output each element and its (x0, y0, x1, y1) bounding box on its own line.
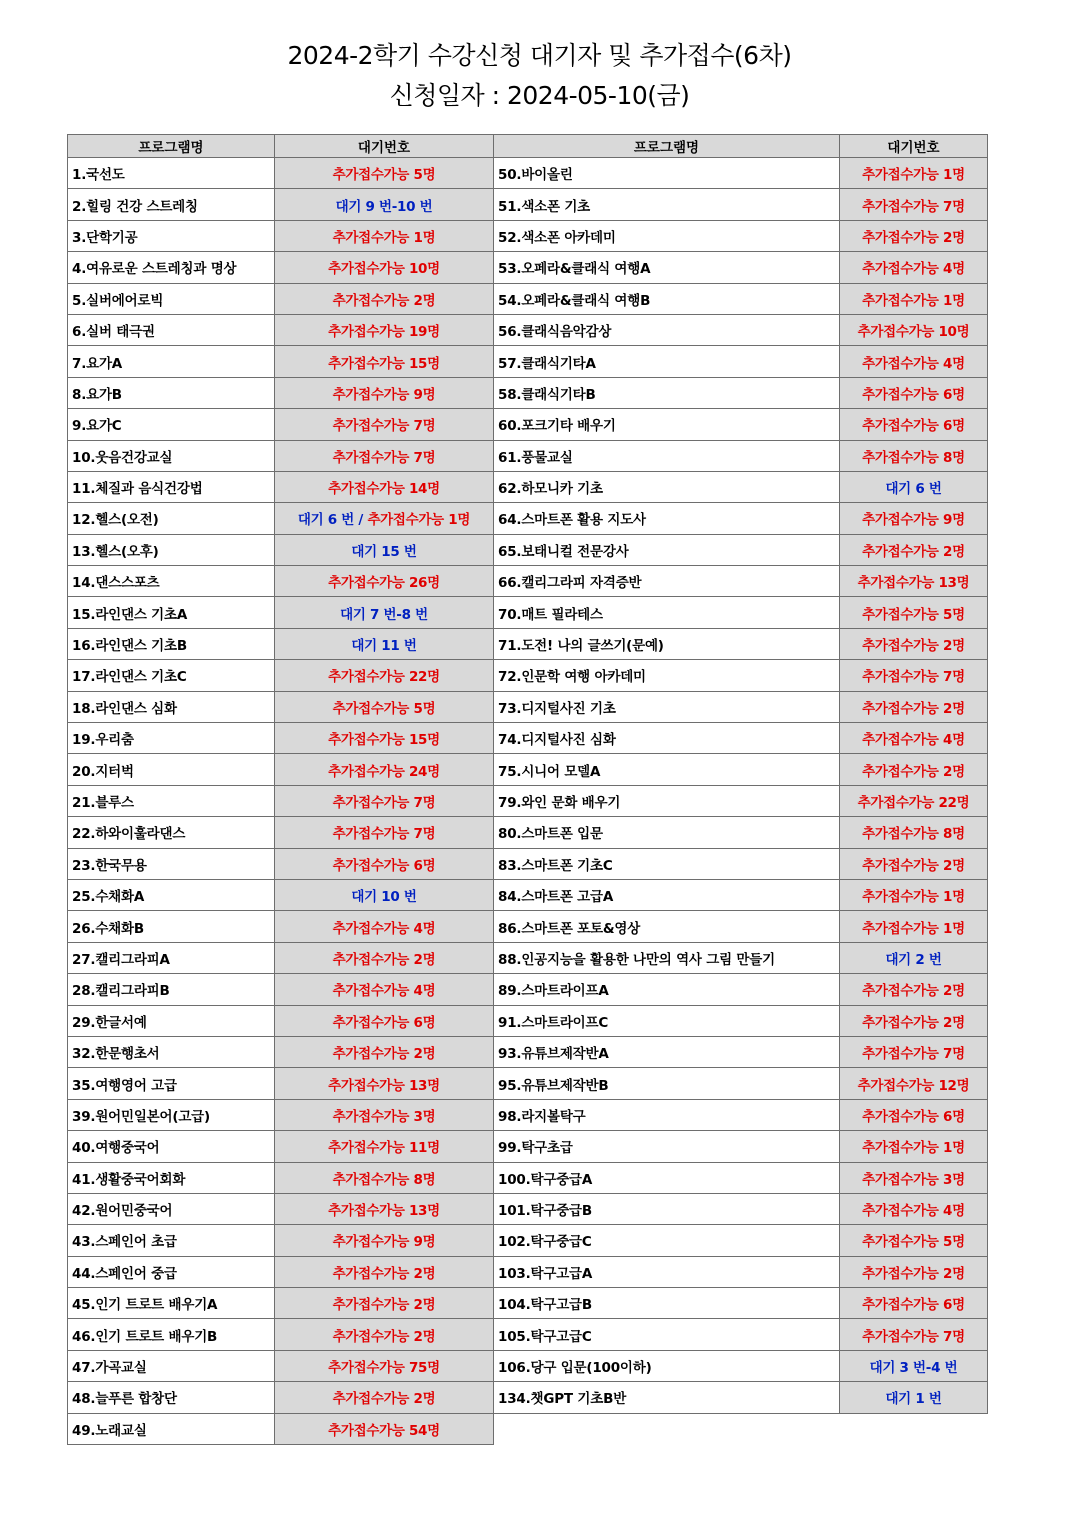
additional-capacity-text: 추가접수가능 2명 (862, 543, 965, 560)
program-name: 58.클래식기타B (494, 377, 840, 408)
additional-capacity-text: 추가접수가능 9명 (332, 386, 436, 403)
wait-status (275, 566, 494, 597)
wait-status (840, 785, 988, 816)
program-name: 29.한글서예 (68, 1005, 275, 1036)
table-row (68, 346, 988, 377)
table-row (68, 1099, 988, 1130)
additional-capacity-text: 추가접수가능 6명 (862, 1108, 965, 1125)
additional-capacity-text: 추가접수가능 2명 (862, 857, 965, 874)
wait-status (840, 158, 988, 189)
wait-status (275, 158, 494, 189)
table-row (68, 1068, 988, 1099)
additional-capacity-text: 추가접수가능 2명 (862, 1014, 965, 1031)
program-name: 32.한문행초서 (68, 1036, 275, 1067)
wait-number-text: 대기 1 번 (885, 1391, 942, 1408)
program-name: 45.인기 트로트 배우기A (68, 1288, 275, 1319)
table-row (68, 691, 988, 722)
program-name: 42.원어민중국어 (68, 1193, 275, 1224)
additional-capacity-text: 추가접수가능 19명 (328, 324, 440, 341)
empty-cell (840, 1413, 988, 1444)
additional-capacity-text: 추가접수가능 7명 (332, 418, 436, 435)
waitlist-table (67, 134, 988, 1445)
additional-capacity-text: 추가접수가능 2명 (332, 1046, 436, 1063)
wait-status (275, 1225, 494, 1256)
wait-number-text: 대기 2 번 (885, 951, 942, 968)
wait-status (840, 848, 988, 879)
program-name: 9.요가C (68, 409, 275, 440)
program-name: 104.탁구고급B (494, 1288, 840, 1319)
program-name: 40.여행중국어 (68, 1131, 275, 1162)
table-row (68, 879, 988, 910)
additional-capacity-text: 추가접수가능 4명 (862, 261, 965, 278)
additional-capacity-text: 추가접수가능 1명 (862, 167, 965, 184)
program-name: 70.매트 필라테스 (494, 597, 840, 628)
wait-status (840, 471, 988, 502)
table-row (68, 1193, 988, 1224)
additional-capacity-text: 추가접수가능 22명 (328, 669, 440, 686)
program-name: 10.웃음건강교실 (68, 440, 275, 471)
table-row (68, 974, 988, 1005)
program-name: 95.유튜브제작반B (494, 1068, 840, 1099)
additional-capacity-text: 추가접수가능 1명 (862, 889, 965, 906)
additional-capacity-text: 추가접수가능 11명 (328, 1140, 440, 1157)
additional-capacity-text: 추가접수가능 3명 (862, 1171, 965, 1188)
header-program-name-left: 프로그램명 (68, 135, 275, 158)
wait-status (840, 1256, 988, 1287)
empty-cell (494, 1413, 840, 1444)
additional-capacity-text: 추가접수가능 24명 (328, 763, 440, 780)
wait-status (840, 691, 988, 722)
program-name: 27.캘리그라피A (68, 942, 275, 973)
program-name: 51.색소폰 기초 (494, 189, 840, 220)
additional-capacity-text: 추가접수가능 1명 (332, 229, 436, 246)
program-name: 48.늘푸른 합창단 (68, 1382, 275, 1413)
table-row (68, 848, 988, 879)
table-row (68, 158, 988, 189)
program-name: 20.지터벅 (68, 754, 275, 785)
program-name: 91.스마트라이프C (494, 1005, 840, 1036)
program-name: 75.시니어 모델A (494, 754, 840, 785)
additional-capacity-text: 추가접수가능 22명 (857, 795, 970, 811)
wait-status (840, 628, 988, 659)
program-name: 6.실버 태극권 (68, 314, 275, 345)
table-row (68, 1162, 988, 1193)
additional-capacity-text: 추가접수가능 2명 (862, 763, 965, 780)
wait-status (840, 252, 988, 283)
additional-capacity-text: 추가접수가능 6명 (332, 857, 436, 874)
wait-number-text: 대기 11 번 (351, 638, 417, 655)
additional-capacity-text: 추가접수가능 10명 (857, 324, 970, 341)
wait-status (840, 879, 988, 910)
additional-capacity-text: 추가접수가능 6명 (862, 418, 965, 435)
wait-status (275, 503, 494, 534)
wait-status (275, 220, 494, 251)
table-row (68, 189, 988, 220)
table-row (68, 314, 988, 345)
program-name: 1.국선도 (68, 158, 275, 189)
wait-status (275, 1413, 494, 1444)
program-name: 100.탁구중급A (494, 1162, 840, 1193)
wait-status (840, 440, 988, 471)
table-row (68, 660, 988, 691)
program-name: 17.라인댄스 기초C (68, 660, 275, 691)
additional-capacity-text: 추가접수가능 6명 (862, 1297, 965, 1314)
program-name: 79.와인 문화 배우기 (494, 785, 840, 816)
program-name: 35.여행영어 고급 (68, 1068, 275, 1099)
wait-status (840, 534, 988, 565)
program-name: 93.유튜브제작반A (494, 1036, 840, 1067)
program-name: 14.댄스스포츠 (68, 566, 275, 597)
program-name: 21.블루스 (68, 785, 275, 816)
wait-status (840, 754, 988, 785)
wait-status (275, 283, 494, 314)
program-name: 64.스마트폰 활용 지도사 (494, 503, 840, 534)
table-row (68, 440, 988, 471)
table-row (68, 628, 988, 659)
header-program-name-right: 프로그램명 (494, 135, 840, 158)
program-name: 57.클래식기타A (494, 346, 840, 377)
additional-capacity-text: 추가접수가능 15명 (328, 732, 440, 749)
program-name: 66.캘리그라피 자격증반 (494, 566, 840, 597)
additional-capacity-text: 추가접수가능 13명 (328, 1077, 440, 1094)
program-name: 61.풍물교실 (494, 440, 840, 471)
wait-status (840, 1319, 988, 1350)
additional-capacity-text: 추가접수가능 12명 (857, 1077, 970, 1094)
program-name: 44.스페인어 중급 (68, 1256, 275, 1287)
additional-capacity-text: 추가접수가능 3명 (332, 1108, 436, 1125)
program-name: 62.하모니카 기초 (494, 471, 840, 502)
additional-capacity-text: 추가접수가능 4명 (332, 920, 436, 937)
additional-capacity-text: 추가접수가능 10명 (328, 261, 440, 278)
wait-number-text: 대기 10 번 (351, 889, 417, 906)
wait-status (275, 252, 494, 283)
additional-capacity-text: 추가접수가능 2명 (332, 1328, 436, 1345)
wait-status (275, 1350, 494, 1381)
table-row (68, 1256, 988, 1287)
wait-number-text: 대기 15 번 (351, 543, 417, 560)
wait-status (275, 723, 494, 754)
program-name: 28.캘리그라피B (68, 974, 275, 1005)
additional-capacity-text: 추가접수가능 2명 (332, 1265, 436, 1282)
additional-capacity-text: 추가접수가능 2명 (862, 229, 965, 246)
program-name: 12.헬스(오전) (68, 503, 275, 534)
program-name: 39.원어민일본어(고급) (68, 1099, 275, 1130)
table-row (68, 1005, 988, 1036)
table-row (68, 252, 988, 283)
additional-capacity-text: 추가접수가능 4명 (332, 983, 436, 1000)
wait-status (275, 1099, 494, 1130)
additional-capacity-text: 추가접수가능 5명 (862, 1234, 965, 1251)
additional-capacity-text: 추가접수가능 7명 (332, 826, 436, 843)
wait-status (275, 754, 494, 785)
wait-status (840, 283, 988, 314)
program-name: 2.힐링 건강 스트레칭 (68, 189, 275, 220)
program-name: 101.탁구중급B (494, 1193, 840, 1224)
additional-capacity-text: 추가접수가능 2명 (862, 700, 965, 717)
program-name: 89.스마트라이프A (494, 974, 840, 1005)
table-row (68, 1413, 988, 1444)
table-row (68, 283, 988, 314)
wait-status (840, 1005, 988, 1036)
program-name: 47.가곡교실 (68, 1350, 275, 1381)
wait-number-text: 대기 9 번-10 번 (335, 198, 433, 215)
program-name: 53.오페라&클래식 여행A (494, 252, 840, 283)
table-row (68, 597, 988, 628)
wait-status (275, 1068, 494, 1099)
additional-capacity-text: 추가접수가능 2명 (862, 638, 965, 655)
additional-capacity-text: 추가접수가능 54명 (328, 1422, 440, 1439)
additional-capacity-text: 추가접수가능 4명 (862, 355, 965, 372)
wait-status (840, 1225, 988, 1256)
wait-status (275, 471, 494, 502)
wait-status (275, 785, 494, 816)
wait-status (275, 879, 494, 910)
program-name: 15.라인댄스 기초A (68, 597, 275, 628)
table-row (68, 754, 988, 785)
wait-status (275, 1319, 494, 1350)
wait-status (840, 1288, 988, 1319)
program-name: 56.클래식음악감상 (494, 314, 840, 345)
program-name: 72.인문학 여행 아카데미 (494, 660, 840, 691)
wait-status (275, 817, 494, 848)
program-name: 60.포크기타 배우기 (494, 409, 840, 440)
additional-capacity-text: 추가접수가능 13명 (857, 575, 970, 592)
additional-capacity-text: 추가접수가능 2명 (332, 1391, 436, 1408)
program-name: 3.단학기공 (68, 220, 275, 251)
wait-status (275, 440, 494, 471)
table-row (68, 377, 988, 408)
wait-status (840, 1099, 988, 1130)
additional-capacity-text: 추가접수가능 13명 (328, 1203, 440, 1220)
program-name: 16.라인댄스 기초B (68, 628, 275, 659)
table-row (68, 817, 988, 848)
program-name: 83.스마트폰 기초C (494, 848, 840, 879)
additional-capacity-text: 추가접수가능 15명 (328, 355, 440, 372)
additional-capacity-text: 추가접수가능 7명 (332, 795, 436, 811)
table-row (68, 534, 988, 565)
additional-capacity-text: 추가접수가능 4명 (862, 732, 965, 749)
wait-status (840, 409, 988, 440)
wait-status (275, 1162, 494, 1193)
wait-status (840, 817, 988, 848)
additional-capacity-text: 추가접수가능 1명 (862, 1140, 965, 1157)
program-name: 84.스마트폰 고급A (494, 879, 840, 910)
program-name: 106.당구 입문(100이하) (494, 1350, 840, 1381)
program-name: 43.스페인어 초급 (68, 1225, 275, 1256)
additional-capacity-text: 추가접수가능 7명 (862, 1328, 965, 1345)
program-name: 71.도전! 나의 글쓰기(문예) (494, 628, 840, 659)
program-name: 46.인기 트로트 배우기B (68, 1319, 275, 1350)
table-row (68, 1288, 988, 1319)
wait-status (840, 1068, 988, 1099)
program-name: 86.스마트폰 포토&영상 (494, 911, 840, 942)
table-row (68, 785, 988, 816)
wait-status (275, 660, 494, 691)
table-row (68, 1350, 988, 1381)
additional-capacity-text: 추가접수가능 5명 (332, 167, 436, 184)
program-name: 18.라인댄스 심화 (68, 691, 275, 722)
program-name: 13.헬스(오후) (68, 534, 275, 565)
table-row (68, 503, 988, 534)
table-row (68, 409, 988, 440)
program-name: 74.디지털사진 심화 (494, 723, 840, 754)
wait-status (840, 314, 988, 345)
wait-status (840, 1382, 988, 1413)
program-name: 25.수채화A (68, 879, 275, 910)
additional-capacity-text: 추가접수가능 8명 (332, 1171, 436, 1188)
program-name: 23.한국무용 (68, 848, 275, 879)
wait-status (275, 189, 494, 220)
table-row (68, 566, 988, 597)
program-name: 73.디지털사진 기초 (494, 691, 840, 722)
program-name: 22.하와이훌라댄스 (68, 817, 275, 848)
table-row (68, 220, 988, 251)
header-row (68, 135, 988, 158)
additional-capacity-text: 추가접수가능 9명 (332, 1234, 436, 1251)
wait-status (275, 974, 494, 1005)
wait-status (840, 597, 988, 628)
program-name: 8.요가B (68, 377, 275, 408)
additional-capacity-text: 추가접수가능 9명 (862, 512, 965, 529)
wait-status (275, 1256, 494, 1287)
wait-number-text: 대기 7 번-8 번 (340, 606, 428, 623)
wait-status (275, 377, 494, 408)
wait-status (275, 848, 494, 879)
table-row (68, 911, 988, 942)
program-name: 50.바이올린 (494, 158, 840, 189)
additional-capacity-text: 추가접수가능 1명 (862, 292, 965, 309)
additional-capacity-text: 추가접수가능 26명 (328, 575, 440, 592)
page-subtitle: 신청일자 : 2024-05-10(금) (389, 81, 690, 110)
wait-number-text: 대기 6 번 (297, 512, 354, 529)
program-name: 5.실버에어로빅 (68, 283, 275, 314)
wait-status (840, 220, 988, 251)
wait-status (275, 1193, 494, 1224)
wait-status (840, 503, 988, 534)
wait-status (275, 628, 494, 659)
program-name: 4.여유로운 스트레칭과 명상 (68, 252, 275, 283)
wait-status (840, 1131, 988, 1162)
program-name: 99.탁구초급 (494, 1131, 840, 1162)
program-name: 26.수채화B (68, 911, 275, 942)
table-row (68, 1382, 988, 1413)
wait-status (275, 691, 494, 722)
additional-capacity-text: 추가접수가능 7명 (862, 1046, 965, 1063)
wait-status (840, 723, 988, 754)
additional-capacity-text: 추가접수가능 14명 (328, 481, 440, 498)
wait-number-text: 대기 6 번 (885, 481, 942, 498)
wait-status (275, 346, 494, 377)
program-name: 88.인공지능을 활용한 나만의 역사 그림 만들기 (494, 942, 840, 973)
wait-status (840, 1036, 988, 1067)
program-name: 105.탁구고급C (494, 1319, 840, 1350)
additional-capacity-text: 추가접수가능 7명 (862, 669, 965, 686)
wait-status (275, 1131, 494, 1162)
table-row (68, 1131, 988, 1162)
wait-status (840, 1350, 988, 1381)
wait-status (840, 660, 988, 691)
wait-status (840, 974, 988, 1005)
wait-status (275, 1036, 494, 1067)
wait-status (840, 1162, 988, 1193)
additional-capacity-text: 추가접수가능 2명 (332, 1297, 436, 1314)
additional-capacity-text: 추가접수가능 5명 (332, 700, 436, 717)
program-name: 11.체질과 음식건강법 (68, 471, 275, 502)
additional-capacity-text: 추가접수가능 6명 (862, 386, 965, 403)
wait-status (275, 314, 494, 345)
wait-status (275, 1288, 494, 1319)
additional-capacity-text: 추가접수가능 2명 (332, 951, 436, 968)
wait-status (840, 377, 988, 408)
wait-status (275, 911, 494, 942)
header-wait-number-right: 대기번호 (840, 135, 988, 158)
wait-status (840, 189, 988, 220)
additional-capacity-text: 추가접수가능 4명 (862, 1203, 965, 1220)
table-row (68, 1225, 988, 1256)
program-name: 103.탁구고급A (494, 1256, 840, 1287)
wait-status (840, 911, 988, 942)
table-row (68, 471, 988, 502)
page-title: 2024-2학기 수강신청 대기자 및 추가접수(6차) (287, 41, 792, 70)
header-wait-number-left: 대기번호 (275, 135, 494, 158)
wait-status (275, 942, 494, 973)
program-name: 41.생활중국어회화 (68, 1162, 275, 1193)
wait-status (840, 566, 988, 597)
additional-capacity-text: 추가접수가능 1명 (367, 512, 471, 529)
program-name: 98.라지볼탁구 (494, 1099, 840, 1130)
program-name: 134.챗GPT 기초B반 (494, 1382, 840, 1413)
additional-capacity-text: 추가접수가능 5명 (862, 606, 965, 623)
wait-status (840, 346, 988, 377)
wait-status (275, 409, 494, 440)
program-name: 52.색소폰 아카데미 (494, 220, 840, 251)
program-name: 54.오페라&클래식 여행B (494, 283, 840, 314)
program-name: 49.노래교실 (68, 1413, 275, 1444)
wait-status (275, 534, 494, 565)
additional-capacity-text: 추가접수가능 2명 (862, 983, 965, 1000)
additional-capacity-text: 추가접수가능 75명 (328, 1360, 440, 1377)
additional-capacity-text: 추가접수가능 6명 (332, 1014, 436, 1031)
additional-capacity-text: 추가접수가능 2명 (332, 292, 436, 309)
additional-capacity-text: 추가접수가능 7명 (862, 198, 965, 215)
additional-capacity-text: 추가접수가능 8명 (862, 449, 965, 466)
table-row (68, 1036, 988, 1067)
wait-status (275, 597, 494, 628)
program-name: 19.우리춤 (68, 723, 275, 754)
additional-capacity-text: 추가접수가능 2명 (862, 1265, 965, 1282)
wait-status (275, 1382, 494, 1413)
table-row (68, 942, 988, 973)
additional-capacity-text: 추가접수가능 1명 (862, 920, 965, 937)
program-name: 65.보태니컬 전문강사 (494, 534, 840, 565)
additional-capacity-text: 추가접수가능 7명 (332, 449, 436, 466)
wait-status (275, 1005, 494, 1036)
program-name: 102.탁구중급C (494, 1225, 840, 1256)
wait-status (840, 942, 988, 973)
program-name: 7.요가A (68, 346, 275, 377)
program-name: 80.스마트폰 입문 (494, 817, 840, 848)
additional-capacity-text: 추가접수가능 8명 (862, 826, 965, 843)
wait-number-text: 대기 3 번-4 번 (869, 1360, 958, 1377)
wait-status (840, 1193, 988, 1224)
table-row (68, 1319, 988, 1350)
wait-number-text: / (354, 512, 368, 529)
table-row (68, 723, 988, 754)
